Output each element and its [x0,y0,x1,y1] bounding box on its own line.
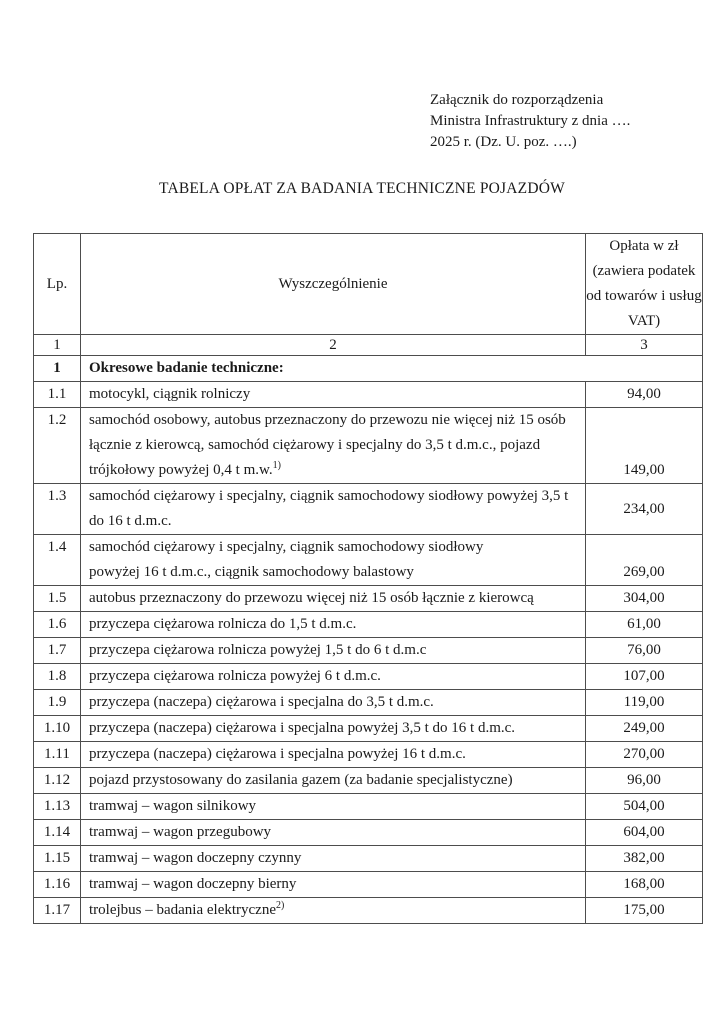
table-row [34,535,703,586]
row-number: 1.9 [34,690,81,716]
column-header-fee-line: od towarów i usług [586,288,702,304]
column-number-1: 1 [34,335,81,356]
row-number: 1.16 [34,872,81,898]
row-description-line: samochód ciężarowy i specjalny, ciągnik samochodowy siodłowy powyżej 3,5 t [89,488,569,504]
table-row [34,716,703,742]
row-description-line: do 16 t d.m.c. [89,513,172,529]
row-fee: 61,00 [586,612,703,638]
fee-table [33,233,703,924]
row-number: 1.7 [34,638,81,664]
row-description [81,664,586,690]
column-header-description: Wyszczególnienie [81,234,586,335]
row-description [81,484,586,535]
table-row [34,898,703,924]
row-description-line: powyżej 16 t d.m.c., ciągnik samochodowy balastowy [89,564,414,580]
table-row [34,408,703,484]
table-row [34,742,703,768]
row-description [81,408,586,484]
row-number: 1.6 [34,612,81,638]
row-number: 1.13 [34,794,81,820]
fee-table-body [34,356,703,924]
row-fee: 168,00 [586,872,703,898]
row-number: 1.8 [34,664,81,690]
row-number: 1.2 [34,408,81,484]
row-fee: 604,00 [586,820,703,846]
row-description-line: przyczepa (naczepa) ciężarowa i specjalna powyżej 3,5 t do 16 t d.m.c. [89,720,516,736]
row-description [81,690,586,716]
row-fee: 270,00 [586,742,703,768]
row-number: 1.11 [34,742,81,768]
row-fee: 249,00 [586,716,703,742]
row-description-line: samochód ciężarowy i specjalny, ciągnik samochodowy siodłowy [89,539,484,555]
table-header-row [34,234,703,335]
row-description [81,382,586,408]
annex-line-3: 2025 r. (Dz. U. poz. ….) [430,134,577,150]
table-row [34,690,703,716]
table-row [34,382,703,408]
row-description-line: tramwaj – wagon silnikowy [89,798,257,814]
column-header-fee-line: Opłata w zł [609,238,679,254]
row-description-line: przyczepa ciężarowa rolnicza do 1,5 t d.m.c. [89,616,357,632]
section-row [34,356,703,382]
footnote-marker: 2) [276,900,285,911]
row-fee: 76,00 [586,638,703,664]
row-number: 1.17 [34,898,81,924]
row-description [81,535,586,586]
row-description-line: tramwaj – wagon przegubowy [89,824,272,840]
row-description-line: autobus przeznaczony do przewozu więcej niż 15 osób łącznie z kierowcą [89,590,534,606]
table-row [34,638,703,664]
column-header-lp: Lp. [34,234,81,335]
table-row [34,484,703,535]
row-description-line: trolejbus – badania elektryczne$^{2)}$ [89,900,285,918]
row-description-line: przyczepa ciężarowa rolnicza powyżej 1,5 t do 6 t d.m.c [89,642,427,658]
row-description-line: tramwaj – wagon doczepny bierny [89,876,297,892]
row-number: 1.15 [34,846,81,872]
table-row [34,586,703,612]
row-description [81,898,586,924]
row-number: 1.5 [34,586,81,612]
row-fee: 96,00 [586,768,703,794]
row-description-line: Okresowe badanie techniczne: [89,360,284,376]
row-description [81,794,586,820]
column-number-3: 3 [586,335,703,356]
row-number: 1.10 [34,716,81,742]
page-title: TABELA OPŁAT ZA BADANIA TECHNICZNE POJAZDÓW [159,180,565,197]
row-fee: 504,00 [586,794,703,820]
row-description-line: tramwaj – wagon doczepny czynny [89,850,302,866]
row-description [81,638,586,664]
table-row [34,872,703,898]
table-row [34,820,703,846]
row-number: 1.1 [34,382,81,408]
row-fee: 94,00 [586,382,703,408]
column-numbering-row [34,335,703,356]
annex-line-1: Załącznik do rozporządzenia [430,92,604,108]
table-row [34,768,703,794]
column-number-2: 2 [81,335,586,356]
row-description [81,742,586,768]
row-fee: 175,00 [586,898,703,924]
row-description-line: przyczepa (naczepa) ciężarowa i specjalna powyżej 16 t d.m.c. [89,746,466,762]
row-fee: 149,00 [586,408,703,484]
row-fee: 119,00 [586,690,703,716]
column-header-fee-line: VAT) [627,313,661,329]
annex-reference [430,90,630,153]
row-fee: 269,00 [586,535,703,586]
row-description [81,586,586,612]
row-fee: 304,00 [586,586,703,612]
column-header-fee-line: (zawiera podatek [592,263,696,279]
table-row [34,612,703,638]
row-fee: 382,00 [586,846,703,872]
row-description-line: przyczepa (naczepa) ciężarowa i specjalna do 3,5 t d.m.c. [89,694,434,710]
row-description-line: motocykl, ciągnik rolniczy [89,386,251,402]
row-description-line: samochód osobowy, autobus przeznaczony do przewozu nie więcej niż 15 osób [89,412,566,428]
row-description [81,820,586,846]
footnote-marker: 1) [272,460,281,471]
row-fee: 107,00 [586,664,703,690]
row-number: 1.14 [34,820,81,846]
column-header-fee [586,234,703,335]
row-description-line: łącznie z kierowcą, samochód ciężarowy i specjalny do 3,5 t d.m.c., pojazd [89,437,541,453]
row-description [81,356,703,382]
row-description [81,768,586,794]
table-row [34,794,703,820]
row-number: 1.3 [34,484,81,535]
annex-line-2: Ministra Infrastruktury z dnia …. [430,113,631,129]
row-description-line: trójkołowy powyżej 0,4 t m.w.$^{1)}$ [89,460,281,478]
row-fee: 234,00 [586,484,703,535]
row-number: 1 [34,356,81,382]
row-number: 1.12 [34,768,81,794]
table-row [34,664,703,690]
row-description [81,872,586,898]
row-description-line: przyczepa ciężarowa rolnicza powyżej 6 t d.m.c. [89,668,381,684]
row-description [81,846,586,872]
row-description [81,716,586,742]
row-description-line: pojazd przystosowany do zasilania gazem (za badanie specjalistyczne) [89,772,513,788]
row-description [81,612,586,638]
table-row [34,846,703,872]
row-number: 1.4 [34,535,81,586]
